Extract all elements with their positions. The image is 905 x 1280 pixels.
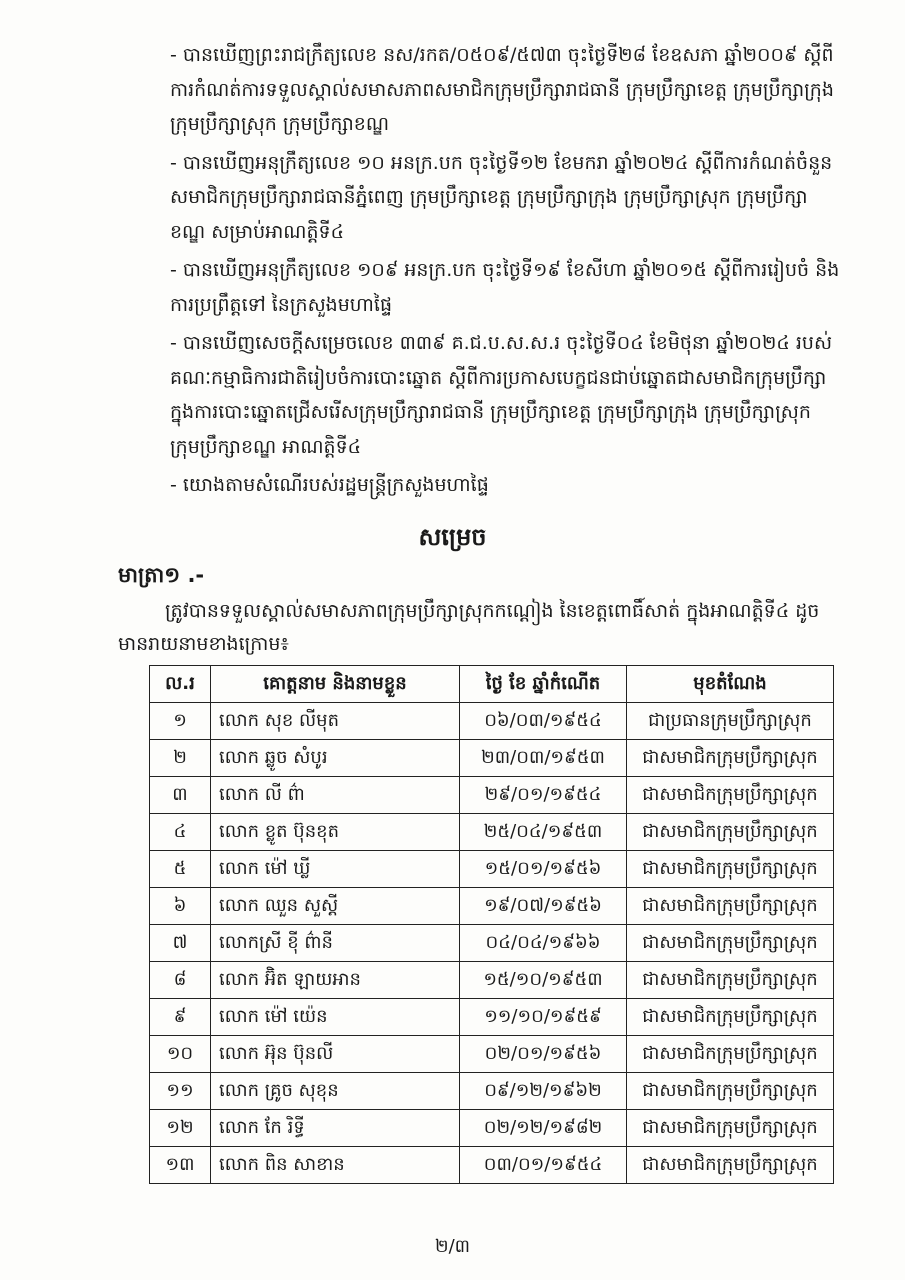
row-position: ជាសមាជិកក្រុមប្រឹក្សាស្រុក <box>627 1036 834 1073</box>
decision-title: សម្រេច <box>418 523 487 551</box>
header-position: មុខតំណែង <box>627 666 834 703</box>
row-position: ជាសមាជិកក្រុមប្រឹក្សាស្រុក <box>627 888 834 925</box>
row-position: ជាប្រធានក្រុមប្រឹក្សាស្រុក <box>627 703 834 740</box>
row-number: ៥ <box>150 851 211 888</box>
row-name: លោក អ៊ុន ប៊ុនលី <box>211 1036 460 1073</box>
table-row <box>150 1036 834 1073</box>
row-position: ជាសមាជិកក្រុមប្រឹក្សាស្រុក <box>627 814 834 851</box>
row-number: ១៣ <box>150 1147 211 1184</box>
row-dob: ០៩/១២/១៩៦២ <box>460 1073 627 1110</box>
row-name: លោក អ៊ិត ឡាយអាន <box>211 962 460 999</box>
row-number: ៤ <box>150 814 211 851</box>
table-row <box>150 814 834 851</box>
preamble-paragraph-5: - យោងតាមសំណើរបស់រដ្ឋមន្ត្រីក្រសួងមហាផ្ទៃ <box>170 474 489 496</box>
table-row <box>150 1110 834 1147</box>
row-dob: ២៥/០៤/១៩៥៣ <box>460 814 627 851</box>
table-row <box>150 851 834 888</box>
table-row <box>150 888 834 925</box>
page-number: ២/៣ <box>434 1236 471 1257</box>
header-number: ល.រ <box>150 666 211 703</box>
row-number: ១២ <box>150 1110 211 1147</box>
preamble-paragraph-2: - បានឃើញអនុក្រឹត្យលេខ ១០ អនក្រ.បក ចុះថ្ងៃទី១២ ខែមករា ឆ្នាំ២០២៤ ស្តីពីការកំណត់ចំនួនសមាជិកក្រុមប្រឹក្សារាជធានីភ្នំពេញ ក្រុមប្រឹក្សាខេត្ត ក្រុមប្រឹក្សាក្រុង ក្រុមប្រឹក្សាស្រុក ក្រុមប្រឹក្សាខណ្ឌ សម្រាប់អាណត្តិទី៤ <box>170 151 833 243</box>
row-name: លោក កែ រិទ្ធី <box>211 1110 460 1147</box>
preamble-paragraph-4: - បានឃើញសេចក្តីសម្រេចលេខ ៣៣៩ គ.ជ.ប.ស.ស.រ ចុះថ្ងៃទី០៤ ខែមិថុនា ឆ្នាំ២០២៤ របស់គណៈកម្មាធិការជាតិរៀបចំការបោះឆ្នោត ស្តីពីការប្រកាសបេក្ខជនជាប់ឆ្នោតជាសមាជិកក្រុមប្រឹក្សា ក្នុងការបោះឆ្នោតជ្រើសរើសក្រុមប្រឹក្សារាជធានី ក្រុមប្រឹក្សាខេត្ត ក្រុមប្រឹក្សាក្រុង ក្រុមប្រឹក្សាស្រុក ក្រុមប្រឹក្សាខណ្ឌ អាណត្តិទី៤ <box>170 332 833 458</box>
row-position: ជាសមាជិកក្រុមប្រឹក្សាស្រុក <box>627 777 834 814</box>
article-body: ត្រូវបានទទួលស្គាល់សមាសភាពក្រុមប្រឹក្សាស្រុកកណ្តៀង នៃខេត្តពោធិ៍សាត់ ក្នុងអាណត្តិទី៤ ដូចមានរាយនាមខាងក្រោម៖ <box>118 600 820 655</box>
row-name: លោក ម៉ៅ យ៉េន <box>211 999 460 1036</box>
row-dob: ១៩/០៧/១៩៥៦ <box>460 888 627 925</box>
row-dob: ០៦/០៣/១៩៥៤ <box>460 703 627 740</box>
row-name: លោក ឈួន សួស្តី <box>211 888 460 925</box>
article-label: មាត្រា១ .- <box>118 563 205 587</box>
row-dob: ២៣/០៣/១៩៥៣ <box>460 740 627 777</box>
row-dob: ០៣/០១/១៩៥៤ <box>460 1147 627 1184</box>
row-dob: ១៥/០១/១៩៥៦ <box>460 851 627 888</box>
row-number: ៨ <box>150 962 211 999</box>
table-row <box>150 962 834 999</box>
row-position: ជាសមាជិកក្រុមប្រឹក្សាស្រុក <box>627 1110 834 1147</box>
row-number: ៦ <box>150 888 211 925</box>
row-name: លោក លី ព៌ា <box>211 777 460 814</box>
preamble-paragraph-1: - បានឃើញព្រះរាជក្រឹត្យលេខ នស/រកត/០៥០៩/៥៧៣ ចុះថ្ងៃទី២៨ ខែឧសភា ឆ្នាំ២០០៩ ស្តីពីការកំណត់ការទទួលស្គាល់សមាសភាពសមាជិកក្រុមប្រឹក្សារាជធានី ក្រុមប្រឹក្សាខេត្ត ក្រុមប្រឹក្សាក្រុង ក្រុមប្រឹក្សាស្រុក ក្រុមប្រឹក្សាខណ្ឌ <box>170 44 834 135</box>
header-dob: ថ្ងៃ ខែ ឆ្នាំកំណើត <box>460 666 627 703</box>
row-position: ជាសមាជិកក្រុមប្រឹក្សាស្រុក <box>627 999 834 1036</box>
table-row <box>150 1147 834 1184</box>
row-number: ៧ <box>150 925 211 962</box>
header-name: គោត្តនាម និងនាមខ្លួន <box>211 666 460 703</box>
row-name: លោក សុខ លីមុត <box>211 703 460 740</box>
row-position: ជាសមាជិកក្រុមប្រឹក្សាស្រុក <box>627 851 834 888</box>
row-name: លោកស្រី ខុី ព៌ានី <box>211 925 460 962</box>
row-dob: ០៤/០៤/១៩៦៦ <box>460 925 627 962</box>
row-dob: ១១/១០/១៩៥៩ <box>460 999 627 1036</box>
row-name: លោក ខ្លូត ប៊ុនខុត <box>211 814 460 851</box>
row-name: លោក គ្រូច សុខុន <box>211 1073 460 1110</box>
row-number: ២ <box>150 740 211 777</box>
row-number: ១១ <box>150 1073 211 1110</box>
row-dob: ០២/០១/១៩៥៦ <box>460 1036 627 1073</box>
table-row <box>150 740 834 777</box>
table-row <box>150 703 834 740</box>
table-row <box>150 925 834 962</box>
row-number: ៩ <box>150 999 211 1036</box>
preamble-paragraph-3: - បានឃើញអនុក្រឹត្យលេខ ១០៩ អនក្រ.បក ចុះថ្ងៃទី១៩ ខែសីហា ឆ្នាំ២០១៥ ស្តីពីការរៀបចំ និងការប្រព្រឹត្តទៅ នៃក្រសួងមហាផ្ទៃ <box>170 259 840 316</box>
table-row <box>150 777 834 814</box>
row-number: ១ <box>150 703 211 740</box>
row-position: ជាសមាជិកក្រុមប្រឹក្សាស្រុក <box>627 1073 834 1110</box>
row-position: ជាសមាជិកក្រុមប្រឹក្សាស្រុក <box>627 1147 834 1184</box>
table-row <box>150 999 834 1036</box>
row-number: ១០ <box>150 1036 211 1073</box>
row-dob: ១៥/១០/១៩៥៣ <box>460 962 627 999</box>
row-name: លោក ម៉ៅ ឃ្លី <box>211 851 460 888</box>
row-name: លោក ពិន សាខាន <box>211 1147 460 1184</box>
row-number: ៣ <box>150 777 211 814</box>
row-position: ជាសមាជិកក្រុមប្រឹក្សាស្រុក <box>627 740 834 777</box>
row-name: លោក ឆ្លូច សំបូរ <box>211 740 460 777</box>
members-table <box>149 665 834 1184</box>
row-position: ជាសមាជិកក្រុមប្រឹក្សាស្រុក <box>627 962 834 999</box>
preamble <box>170 38 840 507</box>
row-position: ជាសមាជិកក្រុមប្រឹក្សាស្រុក <box>627 925 834 962</box>
row-dob: ០២/១២/១៩៨២ <box>460 1110 627 1147</box>
table-header-row <box>150 666 834 703</box>
table-row <box>150 1073 834 1110</box>
row-dob: ២៩/០១/១៩៥៤ <box>460 777 627 814</box>
